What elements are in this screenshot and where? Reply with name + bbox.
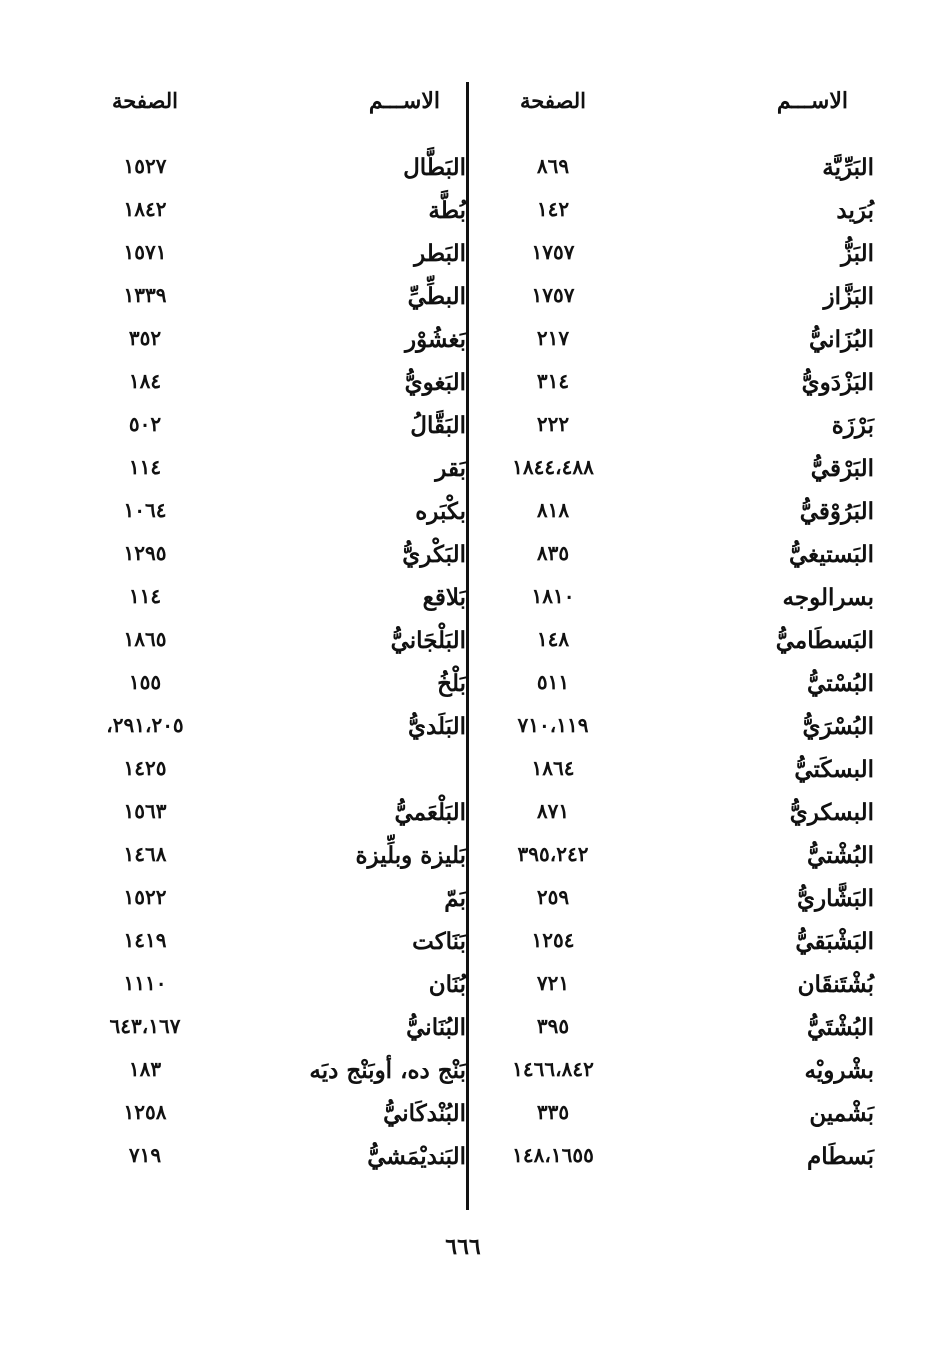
index-entry xyxy=(80,885,480,928)
entry-name: البَطر xyxy=(414,240,466,267)
entry-name: البَلْعَميُّ xyxy=(394,799,466,826)
index-entry xyxy=(80,154,480,197)
index-entry xyxy=(80,455,480,498)
index-entry xyxy=(488,756,888,799)
entry-name: بَغشُوْر xyxy=(404,326,466,353)
index-entry xyxy=(80,842,480,885)
entry-page: ٨١٨ xyxy=(536,498,570,522)
index-entry xyxy=(488,1100,888,1143)
entry-page: ١٨٦٤ xyxy=(531,756,575,780)
entry-name: بسرالوجه xyxy=(782,584,874,611)
entry-page: ١٥٧١ xyxy=(123,240,167,264)
index-entry xyxy=(80,928,480,971)
entry-page: ٢٩١،٢٠٥، xyxy=(106,713,184,737)
entry-page: ٢٢٢ xyxy=(536,412,570,436)
index-entry xyxy=(80,1143,480,1186)
entry-name: البُنْدكَانيُّ xyxy=(383,1100,466,1127)
entry-page: ٧١٠،١١٩ xyxy=(517,713,589,737)
entry-name: البُشْتَيُّ xyxy=(807,1014,874,1041)
entry-name: بَلْخُ xyxy=(437,670,466,697)
entry-page: ٣٩٥ xyxy=(536,1014,570,1038)
entry-name: البَسطَاميُّ xyxy=(775,627,874,654)
entry-page: ١٢٥٨ xyxy=(123,1100,167,1124)
header-name-label: الاســـم xyxy=(368,88,440,114)
index-entry xyxy=(80,971,480,1014)
index-entry xyxy=(80,412,480,455)
entry-name: البَلَديُّ xyxy=(407,713,466,740)
entry-page: ٥٠٢ xyxy=(128,412,162,436)
entry-page: ٢١٧ xyxy=(536,326,570,350)
index-entry xyxy=(488,326,888,369)
entry-page: ١٤٨ xyxy=(536,627,570,651)
entry-name: بَنَاكت xyxy=(412,928,466,955)
index-entry xyxy=(488,713,888,756)
page-number: ٦٦٦ xyxy=(445,1234,481,1260)
index-entry xyxy=(488,498,888,541)
entry-page: ١٧٥٧ xyxy=(531,240,575,264)
entry-name: بَليزة وبلِّيزة xyxy=(355,842,466,869)
entry-name: البُنَانيُّ xyxy=(406,1014,466,1041)
entry-name: البَرُوْقيُّ xyxy=(799,498,874,525)
entry-name: بشْرويْه xyxy=(804,1057,874,1084)
entry-name: البَستيغيُّ xyxy=(788,541,874,568)
index-entry xyxy=(488,584,888,627)
entry-name: البَرِّيَّة xyxy=(822,154,874,181)
entry-name: بَمّ xyxy=(444,885,466,912)
index-entry xyxy=(488,1143,888,1186)
entry-page: ١٤٦٦،٨٤٢ xyxy=(512,1057,594,1081)
entry-name: بَقر xyxy=(435,455,466,482)
entry-name: بُشْتَنقَان xyxy=(797,971,874,998)
entry-page: ١١١٠ xyxy=(123,971,167,995)
entry-page: ١٣٣٩ xyxy=(123,283,167,307)
index-entry xyxy=(488,971,888,1014)
entry-page: ١٨٤ xyxy=(128,369,162,393)
entry-name: البَقَّالُ xyxy=(410,412,466,439)
entry-name: بكْبَره xyxy=(415,498,466,525)
index-entry xyxy=(80,197,480,240)
index-entry xyxy=(80,584,480,627)
entry-name: البُزَانيُّ xyxy=(809,326,874,353)
index-entry xyxy=(80,713,480,756)
entry-page: ٥١١ xyxy=(536,670,570,694)
column-header xyxy=(80,88,480,154)
entry-page: ١٤٢٥ xyxy=(123,756,167,780)
index-entry xyxy=(80,240,480,283)
column-header xyxy=(488,88,888,154)
entry-page: ١٤١٩ xyxy=(123,928,167,952)
index-column-right xyxy=(488,88,888,1186)
entry-name: البَرْقيُّ xyxy=(810,455,874,482)
entry-page: ٨٦٩ xyxy=(536,154,570,178)
entry-page: ١٢٩٥ xyxy=(123,541,167,565)
index-entry xyxy=(80,1057,480,1100)
index-entry xyxy=(488,885,888,928)
entry-page: ٢٥٩ xyxy=(536,885,570,909)
index-entry xyxy=(488,541,888,584)
entry-name: البَطَّال xyxy=(403,154,466,181)
entry-page: ١٨١٠ xyxy=(531,584,575,608)
index-entry xyxy=(488,197,888,240)
index-entry xyxy=(488,928,888,971)
entry-name: بُنَان xyxy=(428,971,466,998)
header-page-label: الصفحة xyxy=(112,88,178,113)
index-entry xyxy=(488,240,888,283)
entry-name: بُطَّة xyxy=(428,197,466,224)
entry-name: البُشْتيُّ xyxy=(807,842,874,869)
entry-name: بَنْج ده، أوبَنْج ديَه xyxy=(309,1057,466,1084)
entry-page: ١٨٤٤،٤٨٨ xyxy=(512,455,594,479)
entry-page: ١١٤ xyxy=(128,455,162,479)
index-entry xyxy=(488,1014,888,1057)
header-name-label: الاســـم xyxy=(776,88,848,114)
entry-page: ١٨٣ xyxy=(128,1057,162,1081)
entry-name: البَلْجَانيُّ xyxy=(390,627,466,654)
index-entry xyxy=(80,369,480,412)
entry-page: ١٥٢٧ xyxy=(123,154,167,178)
entry-name: البَكْريُّ xyxy=(402,541,466,568)
entry-name: بَرْزَة xyxy=(831,412,874,439)
entry-name: بُرَيد xyxy=(836,197,874,224)
entry-name: بَسطَام xyxy=(806,1143,874,1170)
index-entry xyxy=(488,1057,888,1100)
entry-name: البسكريُّ xyxy=(789,799,874,826)
entry-name: البُسْتيُّ xyxy=(807,670,874,697)
index-entry xyxy=(80,799,480,842)
index-entry xyxy=(488,283,888,326)
index-entry xyxy=(80,670,480,713)
index-entry xyxy=(80,498,480,541)
entry-page: ١٨٦٥ xyxy=(123,627,167,651)
index-entry xyxy=(80,756,480,799)
entry-name: البَزَّاز xyxy=(823,283,874,310)
entry-page: ٣٥٢ xyxy=(128,326,162,350)
entry-page: ١٤٨،١٦٥٥ xyxy=(512,1143,594,1167)
entry-page: ١٨٤٢ xyxy=(123,197,167,221)
entry-page: ١٤٢ xyxy=(536,197,570,221)
entry-page: ١٥٦٣ xyxy=(123,799,167,823)
index-entry xyxy=(488,842,888,885)
index-entry xyxy=(80,1100,480,1143)
entry-page: ٣١٤ xyxy=(536,369,570,393)
index-entry xyxy=(80,627,480,670)
entry-name: بَلاقع xyxy=(422,584,466,611)
entry-page: ١٠٦٤ xyxy=(123,498,167,522)
entry-page: ٣٣٥ xyxy=(536,1100,570,1124)
entry-page: ١٧٥٧ xyxy=(531,283,575,307)
entry-page: ٦٤٣،١٦٧ xyxy=(109,1014,181,1038)
entry-page: ٣٩٥،٢٤٢ xyxy=(517,842,589,866)
entry-page: ٧٢١ xyxy=(536,971,570,995)
entry-name: البطِّيِّ xyxy=(407,283,466,310)
entry-name: البَشَّاريُّ xyxy=(797,885,874,912)
index-entry xyxy=(488,627,888,670)
index-column-left xyxy=(80,88,480,1186)
entry-page: ١١٤ xyxy=(128,584,162,608)
index-entry xyxy=(80,1014,480,1057)
entry-page: ١٢٥٤ xyxy=(531,928,575,952)
entry-name: البَنديْمَشيُّ xyxy=(367,1143,466,1170)
entry-page: ٧١٩ xyxy=(128,1143,162,1167)
entry-page: ١٥٢٢ xyxy=(123,885,167,909)
entry-name: البَزُّ xyxy=(840,240,874,267)
entry-page: ١٥٥ xyxy=(128,670,162,694)
entry-page: ٨٧١ xyxy=(536,799,570,823)
entry-page: ١٤٦٨ xyxy=(123,842,167,866)
index-entry xyxy=(488,799,888,842)
entry-name: البَزْدَويُّ xyxy=(801,369,874,396)
entry-page: ٨٣٥ xyxy=(536,541,570,565)
entry-name: البُسْرَيُّ xyxy=(802,713,874,740)
index-entry xyxy=(488,412,888,455)
entry-name: البَغويُّ xyxy=(404,369,466,396)
entry-name: البسكَتيُّ xyxy=(794,756,874,783)
index-entry xyxy=(80,541,480,584)
header-page-label: الصفحة xyxy=(520,88,586,113)
index-entry xyxy=(488,369,888,412)
index-entry xyxy=(488,154,888,197)
entry-name: البَشْبَقيُّ xyxy=(795,928,874,955)
index-entry xyxy=(80,326,480,369)
entry-name: بَشْمين xyxy=(809,1100,874,1127)
index-entry xyxy=(488,455,888,498)
index-entry xyxy=(80,283,480,326)
index-entry xyxy=(488,670,888,713)
